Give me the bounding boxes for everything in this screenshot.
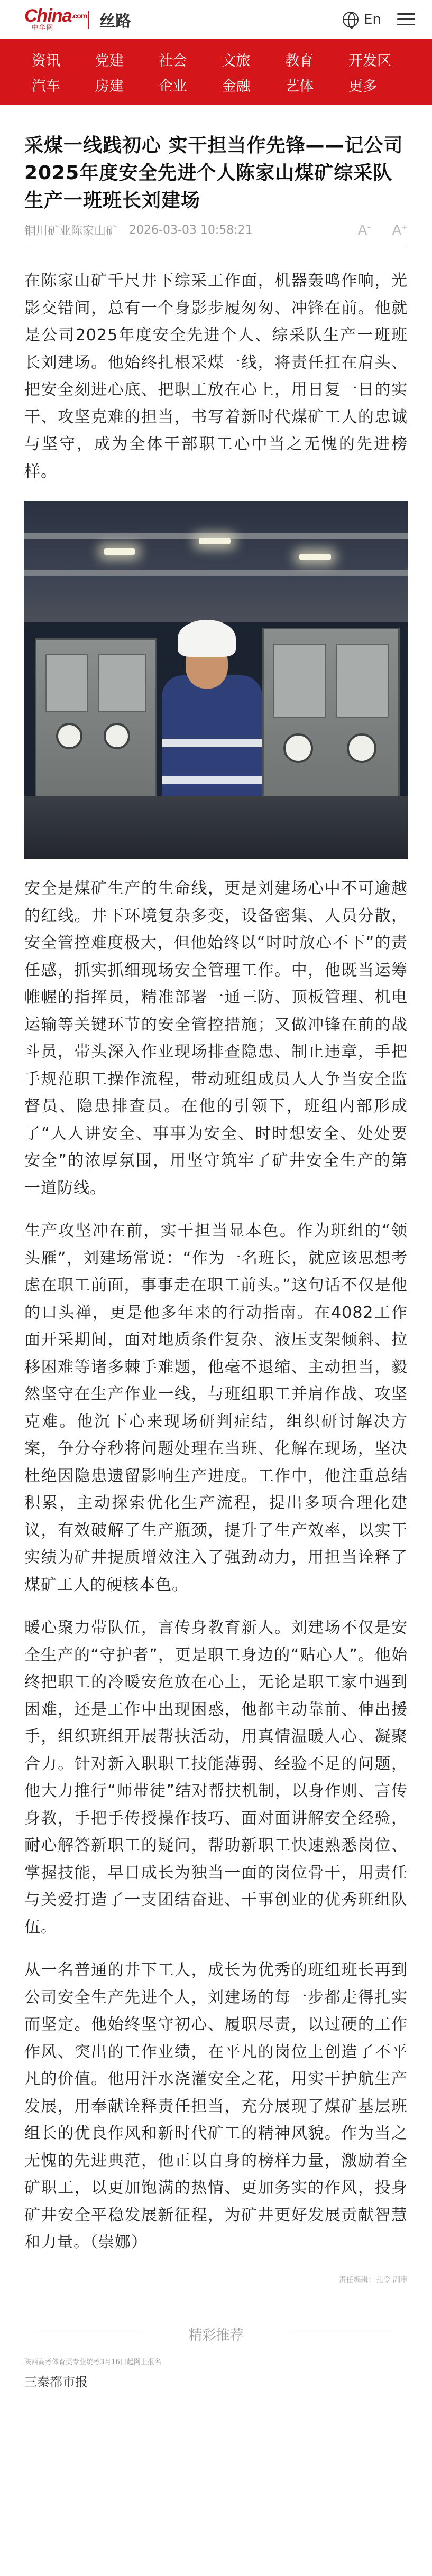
nav-item-dev-zone[interactable]: 开发区 <box>348 52 391 69</box>
nav-row-1 <box>32 47 408 72</box>
recommend-heading: 精彩推荐 <box>0 2324 432 2344</box>
article-title: 采煤一线践初心 实干担当作先锋——记公司2025年度安全先进个人陈家山煤矿综采队生产一班班长刘建场 <box>24 135 403 211</box>
font-increase-button[interactable]: A+ <box>392 222 408 238</box>
hamburger-menu-icon[interactable] <box>397 13 415 25</box>
nav-item-culture-travel[interactable]: 文旅 <box>222 52 251 69</box>
recommend-item[interactable]: 三秦都市报 <box>24 2374 88 2389</box>
article-photo-mine-worker <box>24 501 408 859</box>
language-label: En <box>364 11 381 27</box>
article-meta <box>24 222 408 238</box>
article <box>0 105 432 2285</box>
china-com-logo[interactable] <box>24 5 87 31</box>
globe-icon <box>343 12 359 27</box>
nav-row-2 <box>32 72 408 97</box>
top-header <box>0 0 432 39</box>
article-paragraph-1: 在陈家山矿千尺井下综采工作面，机器轰鸣作响，光影交错间，总有一个身影步履匆匆、冲锋在前。他就是公司2025年度安全先进个人、综采队生产一班班长刘建场。他始终扎根采煤一线，将责任扛在肩头、把安全刻进心底、把职工放在心上，用日复一日的实干、攻坚克难的担当，书写着新时代煤矿工人的忠诚与坚守，成为全体干部职工心中当之无愧的先进榜样。 <box>24 272 408 481</box>
article-paragraph-2: 安全是煤矿生产的生命线，更是刘建场心中不可逾越的红线。井下环境复杂多变，设备密集、人员分散，安全管控难度极大，但他始终以“时时放心不下”的责任感，抓实抓细现场安全管理工作。中，他既当运筹帷幄的指挥员，精准部署一通三防、顶板管理、机电运输等关键环节的安全管控措施；又做冲锋在前的战斗员，带头深入作业现场排查隐患、制止违章，手把手规范职工操作流程，带动班组成员人人争当安全监督员、隐患排查员。在他的引领下，班组内部形成了“人人讲安全、事事为安全、时时想安全、处处要安全”的浓厚氛围，用坚守筑牢了矿井安全生产的第一道防线。 <box>24 879 408 1197</box>
nav-item-arts-sports[interactable]: 艺体 <box>285 78 314 95</box>
font-decrease-button[interactable]: A– <box>357 222 371 238</box>
nav-item-real-estate[interactable]: 房建 <box>95 78 124 95</box>
article-source: 铜川矿业陈家山矿 <box>24 225 118 238</box>
header-divider <box>88 11 89 29</box>
editor-note: 责任编辑：孔令 副审 <box>338 2275 408 2284</box>
recommend-list <box>0 2358 432 2390</box>
article-paragraph-3: 生产攻坚冲在前，实干担当显本色。作为班组的“领头雁”，刘建场常说：“作为一名班长，就应该思想考虑在职工前面，事事走在职工前头。”这句话不仅是他的口头禅，更是他多年来的行动指南。在4082工作面开采期间，面对地质条件复杂、液压支架倾斜、拉移困难等诸多棘手难题，他毫不退缩、主动担当，毅然坚守在生产作业一线，与班组职工并肩作战、攻坚克难。他沉下心来现场研判症结，组织研讨解决方案，争分夺秒将问题处理在当班、化解在现场，坚决杜绝因隐患遗留影响生产进度。工作中，他注重总结积累，主动探索优化生产流程，提出多项合理化建议，有效破解了生产瓶颈，提升了生产效率，以实干实绩为矿井提质增效注入了强劲动力，用担当诠释了煤矿工人的硬核本色。 <box>24 1222 408 1594</box>
language-switch[interactable] <box>343 12 381 27</box>
nav-item-party[interactable]: 党建 <box>95 52 124 69</box>
nav-item-news[interactable]: 资讯 <box>32 52 60 69</box>
font-size-controls <box>358 222 408 238</box>
logo-sub-text: 中华网 <box>32 23 54 31</box>
logo-main-text: China <box>24 5 72 26</box>
nav-item-society[interactable]: 社会 <box>158 52 187 69</box>
category-nav <box>0 39 432 105</box>
nav-item-more[interactable]: 更多 <box>348 78 377 95</box>
logo-suffix: .com <box>71 11 87 20</box>
nav-item-education[interactable]: 教育 <box>285 52 314 69</box>
article-datetime: 2026-03-03 10:58:21 <box>129 224 253 237</box>
nav-item-enterprise[interactable]: 企业 <box>158 78 187 95</box>
font-decrease-label: A <box>357 222 367 238</box>
recommend-item-note[interactable]: 陕西高考体育类专业统考3月16日起网上报名 <box>24 2358 161 2366</box>
site-name[interactable]: 丝路 <box>99 12 131 31</box>
nav-item-finance[interactable]: 金融 <box>222 78 251 95</box>
font-increase-label: A <box>392 222 402 238</box>
nav-item-auto[interactable]: 汽车 <box>32 78 60 95</box>
article-paragraph-4: 暖心聚力带队伍，言传身教育新人。刘建场不仅是安全生产的“守护者”，更是职工身边的“贴心人”。他始终把职工的冷暖安危放在心上，无论是职工家中遇到困难，还是工作中出现困惑，他都主动靠前、伸出援手，组织班组开展帮扶活动，用真情温暖人心、凝聚合力。针对新入职职工技能薄弱、经验不足的问题，他大力推行“师带徒”结对帮扶机制，以身作则、言传身教，手把手传授操作技巧、面对面讲解安全经验，耐心解答新职工的疑问，帮助新职工快速熟悉岗位、掌握技能，早日成长为独当一面的岗位骨干，用责任与关爱打造了一支团结奋进、干事创业的优秀班组队伍。 <box>24 1619 408 1937</box>
article-paragraph-5: 从一名普通的井下工人，成长为优秀的班组班长再到公司安全生产先进个人，刘建场的每一步都走得扎实而坚定。他始终坚守初心、履职尽责，以过硬的工作作风、突出的工作业绩，在平凡的岗位上创造了不平凡的价值。他用汗水浇灌安全之花，用实干护航生产发展，用奉献诠释责任担当，充分展现了煤矿基层班组长的优良作风和新时代矿工的精神风貌。作为当之无愧的先进典范，他正以自身的榜样力量，激励着全矿职工，以更加饱满的热情、更加务实的作风，投身矿井安全平稳发展新征程，为矿井更好发展贡献智慧和力量。（崇娜） <box>24 1961 408 2252</box>
